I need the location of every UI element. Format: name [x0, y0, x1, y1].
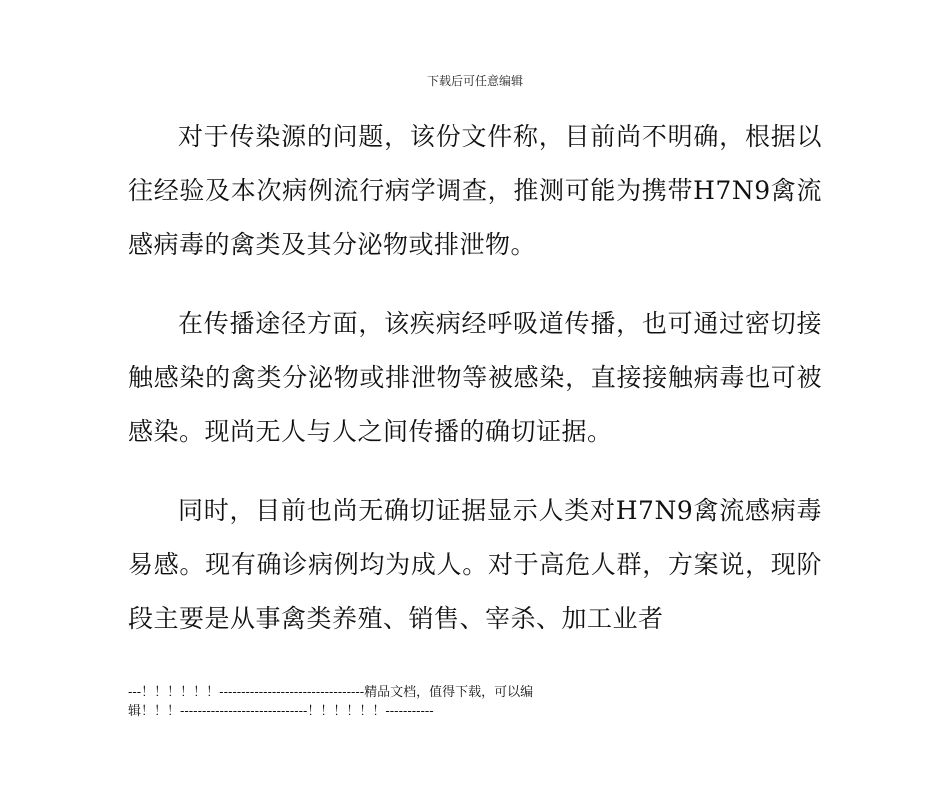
paragraph-text: 同时，目前也尚无确切证据显示人类对H7N9禽流感病毒易感。现有确诊病例均为成人。对于高危人群，方案说，现阶段主要是从事禽类养殖、销售、宰杀、加工业者 — [128, 496, 822, 633]
footer-line-1: ---！！！！！！---------------------------------精品文档，值得下载，可以编 — [128, 685, 534, 700]
paragraph-text: 对于传染源的问题，该份文件称，目前尚不明确，根据以往经验及本次病例流行病学调查，推测可能为携带H7N9禽流感病毒的禽类及其分泌物或排泄物。 — [128, 122, 822, 259]
paragraph-source-of-infection — [128, 110, 822, 272]
page-header: 下载后可任意编辑 — [426, 74, 523, 88]
paragraph-transmission-route — [128, 297, 822, 459]
paragraph-susceptible-population — [128, 484, 822, 646]
paragraph-text: 在传播途径方面，该疾病经呼吸道传播，也可通过密切接触感染的禽类分泌物或排泄物等被感染，直接接触病毒也可被感染。现尚无人与人之间传播的确切证据。 — [128, 309, 822, 446]
page-footer — [128, 683, 628, 721]
footer-line-2: 辑！！！-----------------------------！！！！！！----------- — [128, 704, 434, 719]
